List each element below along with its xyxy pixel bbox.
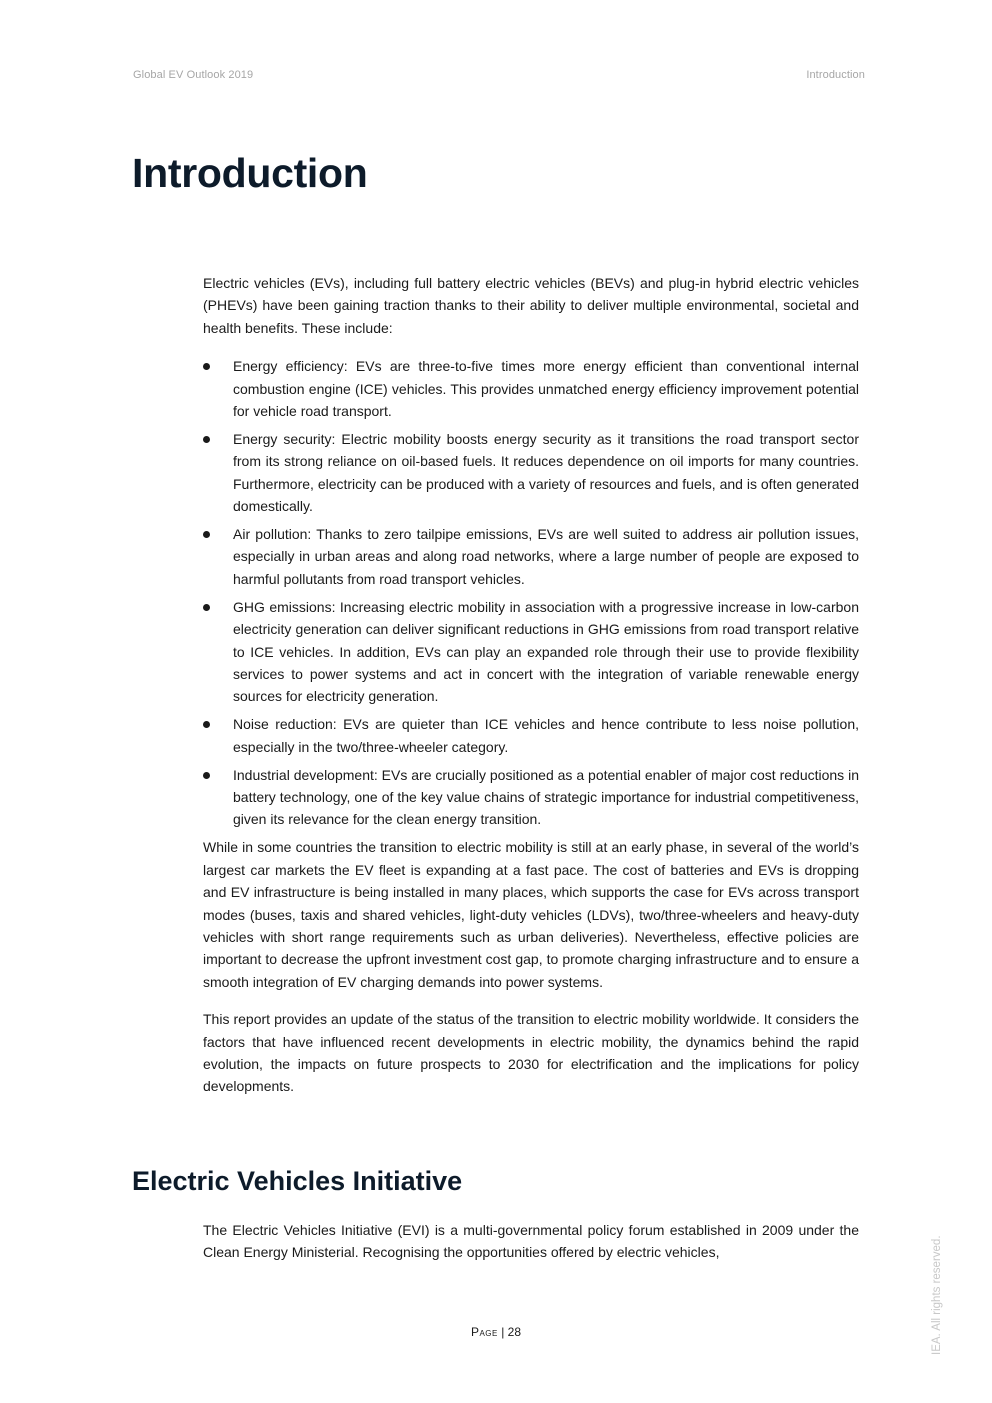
list-item <box>203 764 859 831</box>
bullet-icon <box>203 531 210 538</box>
intro-paragraph: Electric vehicles (EVs), including full battery electric vehicles (BEVs) and plug-in hybrid electric vehicles (PHEVs) have been gaining traction thanks to their ability to deliver multiple environmental, societal and health benefits. These include: <box>203 275 859 336</box>
list-item-text: Industrial development: EVs are crucially positioned as a potential enabler of major cost reductions in battery technology, one of the key value chains of strategic importance for industrial competitiveness, given its relevance for the clean energy transition. <box>233 766 859 828</box>
section-heading: Electric Vehicles Initiative <box>132 1166 463 1196</box>
list-item <box>203 523 859 590</box>
report-scope-paragraph: This report provides an update of the status of the transition to electric mobility worldwide. It considers the factors that have influenced recent developments in electric mobility, the dynamics behind the rapid evolution, the impacts on future prospects to 2030 for electrification and the implications for policy developments. <box>203 1011 859 1095</box>
list-item-text: GHG emissions: Increasing electric mobility in association with a progressive increase in low-carbon electricity generation can deliver significant reductions in GHG emissions from road transport relative to ICE vehicles. In addition, EVs can play an expanded role through their use to provide flexibility services to power systems and act in concert with the integration of variable renewable energy sources for electricity generation. <box>233 598 859 705</box>
list-item <box>203 428 859 518</box>
page-footer <box>0 1325 992 1339</box>
running-header-title: Global EV Outlook 2019 <box>133 69 254 81</box>
evi-paragraph: The Electric Vehicles Initiative (EVI) is a multi-governmental policy forum established in 2009 under the Clean Energy Ministerial. Recognising the opportunities offered by electric vehicles, <box>203 1222 859 1261</box>
list-item-text: Energy efficiency: EVs are three-to-five times more energy efficient than conventional internal combustion engine (ICE) vehicles. This provides unmatched energy efficiency improvement potential for vehicle road transport. <box>233 358 859 420</box>
running-header-section: Introduction <box>806 69 865 81</box>
page-separator: | <box>497 1325 508 1339</box>
rights-notice: IEA. All rights reserved. <box>931 1235 943 1355</box>
list-item <box>203 596 859 708</box>
evi-column <box>203 1219 859 1264</box>
list-item-text: Energy security: Electric mobility boosts energy security as it transitions the road transport sector from its strong reliance on oil-based fuels. It reduces dependence on oil imports for many countries. Furthermore, electricity can be produced with a variety of resources and fuels, and is often generated domestically. <box>233 430 859 515</box>
page-title: Introduction <box>132 150 368 196</box>
page-number: 28 <box>507 1325 522 1339</box>
list-item <box>203 713 859 758</box>
body-column <box>203 272 859 1098</box>
benefits-list <box>203 355 859 831</box>
list-item-text: Air pollution: Thanks to zero tailpipe emissions, EVs are well suited to address air pollution issues, especially in urban areas and along road networks, where a large number of people are exposed to harmful pollutants from road transport vehicles. <box>233 526 859 587</box>
transition-paragraph: While in some countries the transition to electric mobility is still at an early phase, in several of the world’s largest car markets the EV fleet is expanding at a fast pace. The cost of batteries and EVs is dropping and EV infrastructure is being installed in many places, which supports the case for EVs across transport modes (buses, taxis and shared vehicles, light-duty vehicles (LDVs), two/three-wheelers and heavy-duty vehicles with short range requirements such as urban deliveries). Nevertheless, effective policies are important to decrease the upfront investment cost gap, to promote charging infrastructure and to ensure a smooth integration of EV charging demands into power systems. <box>203 839 859 990</box>
list-item-text: Noise reduction: EVs are quieter than ICE vehicles and hence contribute to less noise pollution, especially in the two/three-wheeler category. <box>233 716 859 755</box>
bullet-icon <box>203 604 210 611</box>
list-item <box>203 355 859 422</box>
page-label: Page <box>470 1325 498 1339</box>
bullet-icon <box>203 363 210 370</box>
bullet-icon <box>203 721 210 728</box>
bullet-icon <box>203 436 210 443</box>
bullet-icon <box>203 772 210 779</box>
